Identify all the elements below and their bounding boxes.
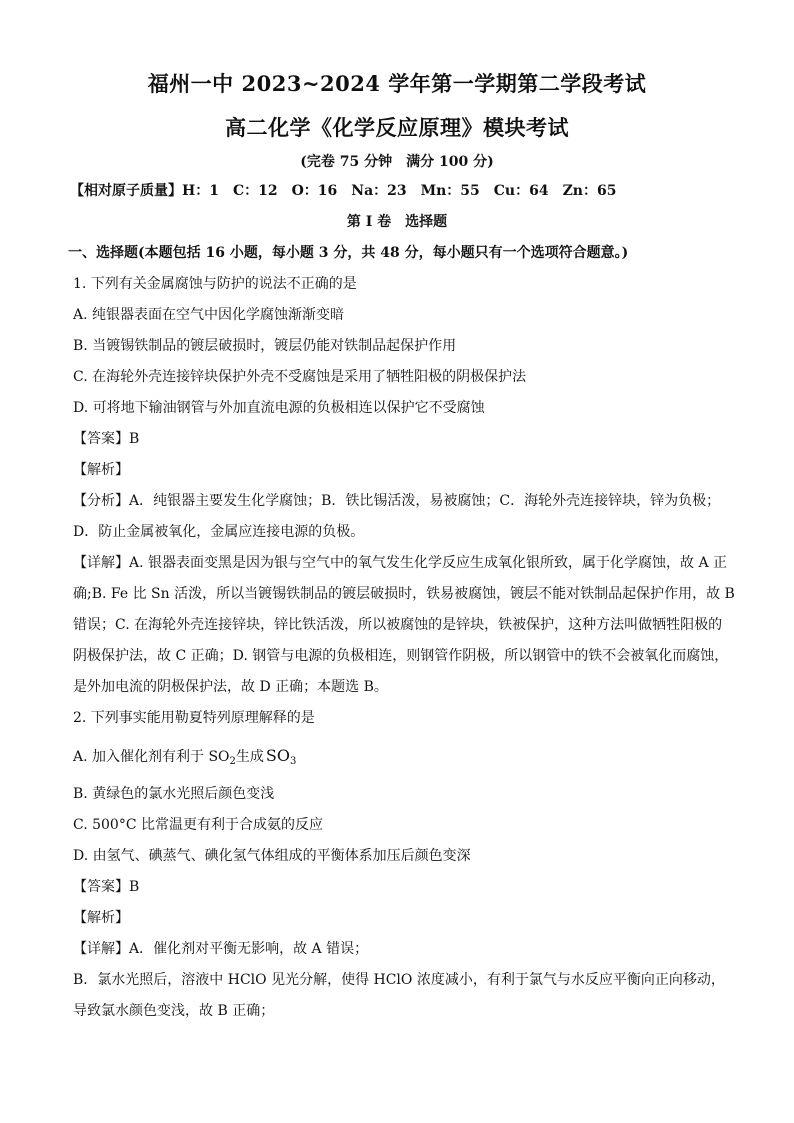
question-2-stem: 2. 下列事实能用勒夏特列原理解释的是 [73,710,315,726]
so3-formula: SO [265,746,290,765]
question-1-detail-line-5: 是外加电流的阴极保护法，故 D 正确；本题选 B。 [73,679,388,695]
question-2-detail-line-2: B．氯水光照后，溶液中 HClO 见光分解，使得 HClO 浓度减小，有利于氯气与水反应平衡向正向移动， [73,972,725,988]
question-1-stem: 1. 下列有关金属腐蚀与防护的说法不正确的是 [73,276,357,292]
question-1-analysis-line-2: D．防止金属被氧化，金属应连接电源的负极。 [73,524,365,540]
so2-subscript: 2 [229,756,236,767]
atomic-mass-line: 【相对原子质量】H：1 C：12 O：16 Na：23 Mn：55 Cu：64 Zn：65 [70,183,617,199]
question-2-analysis-label: 【解析】 [73,910,129,926]
question-2-option-a [73,746,296,772]
question-2-detail-line-3: 导致氯水颜色变浅，故 B 正确； [73,1003,275,1019]
question-2-detail-line-1: 【详解】A．催化剂对平衡无影响，故 A 错误； [73,941,369,957]
question-1-answer: 【答案】B [73,431,140,447]
question-2-option-a-text: A. 加入催化剂有利于 SO [73,749,230,765]
question-1-option-a: A. 纯银器表面在空气中因化学腐蚀渐渐变暗 [73,307,345,323]
question-2-option-b: B. 黄绿色的氯水光照后颜色变浅 [73,786,275,802]
exam-duration-score: (完卷 75 分钟 满分 100 分) [300,154,494,170]
question-1-detail-line-1: 【详解】A. 银器表面变黑是因为银与空气中的氧气发生化学反应生成氧化银所致，属于化学腐蚀，故 A 正 [73,555,728,571]
question-1-option-c: C. 在海轮外壳连接锌块保护外壳不受腐蚀是采用了牺牲阳极的阴极保护法 [73,369,527,385]
so3-subscript: 3 [289,756,297,767]
question-1-detail-line-4: 阴极保护法，故 C 正确；D. 钢管与电源的负极相连，则钢管作阴极，所以钢管中的铁不会被氧化而腐蚀， [73,648,729,664]
question-1-analysis-label: 【解析】 [73,462,129,478]
part-instructions: 一、选择题(本题包括 16 小题，每小题 3 分，共 48 分，每小题只有一个选项符合题意。) [68,245,629,261]
question-1-detail-line-2: 确;B. Fe 比 Sn 活泼，所以当镀锡铁制品的镀层破损时，铁易被腐蚀，镀层不能对铁制品起保护作用，故 B [73,586,735,602]
section-heading: 第 I 卷 选择题 [346,214,448,230]
question-1-analysis-line-1: 【分析】A．纯银器主要发生化学腐蚀；B．铁比锡活泼，易被腐蚀；C．海轮外壳连接锌块，锌为负极； [73,493,721,509]
question-1-option-d: D. 可将地下输油钢管与外加直流电源的负极相连以保护它不受腐蚀 [73,400,485,416]
question-1-detail-line-3: 错误；C. 在海轮外壳连接锌块，锌比铁活泼，所以被腐蚀的是锌块，铁被保护，这种方法叫做牺牲阳极的 [73,617,723,633]
exam-title: 福州一中 2023~2024 学年第一学期第二学段考试 [147,71,647,96]
question-2-option-a-mid: 生成 [235,749,264,765]
question-2-answer: 【答案】B [73,879,140,895]
question-2-option-c: C. 500°C 比常温更有利于合成氨的反应 [73,817,323,833]
exam-subject-title: 高二化学《化学反应原理》模块考试 [225,115,569,140]
question-1-option-b: B. 当镀锡铁制品的镀层破损时，镀层仍能对铁制品起保护作用 [73,338,457,354]
question-2-option-d: D. 由氢气、碘蒸气、碘化氢气体组成的平衡体系加压后颜色变深 [73,848,471,864]
